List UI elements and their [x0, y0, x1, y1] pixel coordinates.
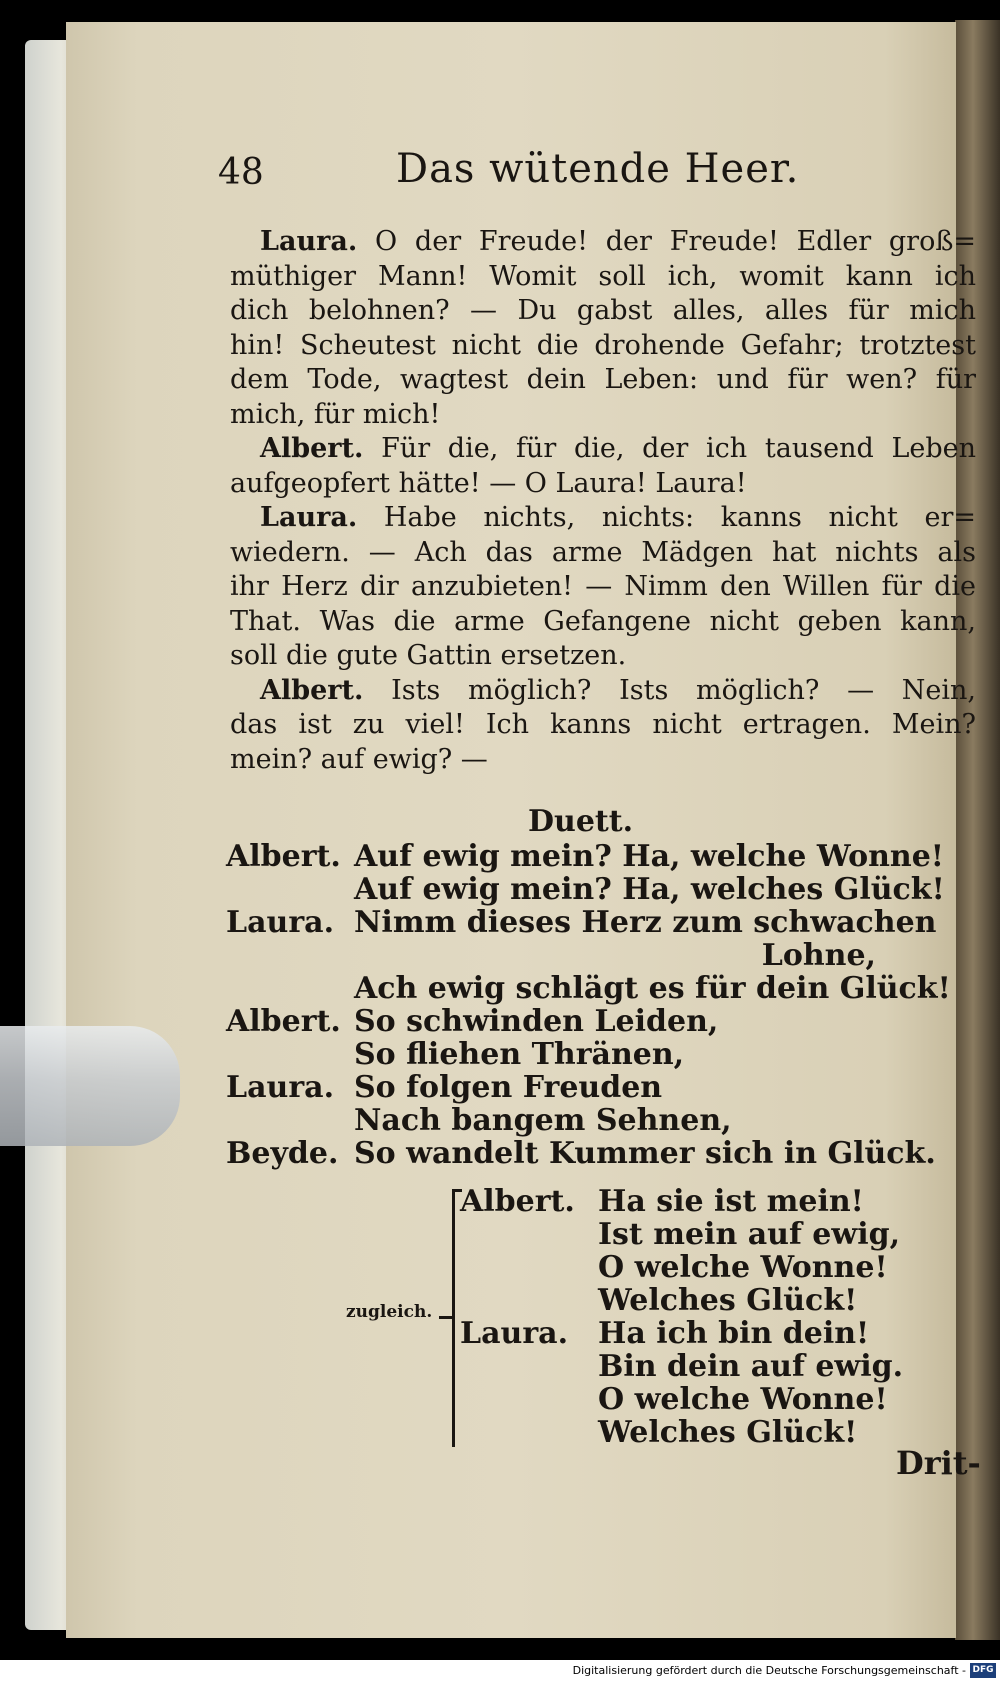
verse-text: Welches Glück! — [598, 1415, 858, 1450]
verse-row — [226, 1005, 986, 1038]
prose-line: dem Tode, wagtest dein Leben: und für wen? für — [230, 364, 976, 395]
prose-line: müthiger Mann! Womit soll ich, womit kann ich — [230, 260, 976, 292]
prose-line: soll die gute Gattin ersetzen. — [230, 640, 627, 671]
verse-text: Auf ewig mein? Ha, welche Wonne! — [354, 839, 944, 874]
speaker-label: Laura. — [260, 502, 358, 533]
prose-line: das ist zu viel! Ich kanns nicht ertragen. Mein? — [230, 709, 976, 740]
brace-point — [439, 1316, 452, 1319]
dfg-logo: DFG — [970, 1663, 996, 1678]
prose-line — [230, 674, 976, 709]
speaker-label: Laura. — [226, 1070, 335, 1105]
verse-text: So folgen Freuden — [354, 1070, 663, 1105]
prose-line: dich belohnen? — Du gabst alles, alles für mich — [230, 295, 976, 326]
verse-text-continuation: Lohne, — [761, 938, 876, 973]
speaker-label-laura: Laura. — [460, 1316, 569, 1351]
page-header — [66, 142, 956, 202]
verse-row — [226, 1104, 986, 1137]
speaker-label: Laura. — [260, 226, 358, 257]
book-page — [66, 22, 981, 1638]
verse-row — [226, 1137, 986, 1170]
verse-text: Welches Glück! — [598, 1283, 858, 1318]
verse-text: So schwinden Leiden, — [354, 1004, 719, 1039]
verse-text: So wandelt Kummer sich in Glück. — [354, 1136, 936, 1171]
speaker-label: Albert. — [226, 839, 341, 874]
verse-row — [226, 1071, 986, 1104]
verse-row — [226, 906, 986, 939]
verse-text: O welche Wonne! — [598, 1382, 888, 1417]
verse-text: Ha sie ist mein! — [598, 1184, 864, 1219]
verse-text: Nach bangem Sehnen, — [354, 1103, 732, 1138]
verse-row — [226, 1038, 986, 1071]
verse-text: Ha ich bin dein! — [598, 1316, 870, 1351]
prose-line: mich, für mich! — [230, 398, 441, 430]
curly-brace — [452, 1189, 455, 1447]
speaker-label: Albert. — [260, 433, 364, 464]
speaker-label: Beyde. — [226, 1136, 339, 1171]
prose-text: Habe nichts, nichts: kanns nicht er= — [383, 502, 976, 533]
verse-text: So fliehen Thränen, — [354, 1037, 685, 1072]
prose-line: aufgeopfert hätte! — O Laura! Laura! — [230, 467, 747, 499]
simultaneous-verses — [294, 1184, 904, 1454]
footer-bar — [0, 1660, 1000, 1682]
prose-line: hin! Scheutest nicht die drohende Gefahr; trotztest — [230, 329, 976, 361]
prose-line: mein? auf ewig? — — [230, 743, 488, 775]
prose-line — [230, 225, 976, 260]
verse-row — [226, 939, 986, 972]
verse-text: Auf ewig mein? Ha, welches Glück! — [354, 872, 945, 907]
verse-row — [226, 840, 986, 873]
duet-verses — [226, 840, 986, 1170]
speech-albert-2 — [230, 674, 976, 778]
speaker-label: Laura. — [226, 905, 335, 940]
page-holder-clip — [0, 1026, 180, 1146]
prose-dialogue — [230, 225, 976, 777]
prose-text: Für die, für die, der ich tausend Leben — [381, 433, 976, 464]
verse-row — [226, 873, 986, 906]
verse-text: Nimm dieses Herz zum schwachen — [354, 905, 937, 940]
zugleich-label: zugleich. — [346, 1302, 433, 1322]
prose-line: wiedern. — Ach das arme Mädgen hat nichts als — [230, 536, 976, 568]
duet-heading: Duett. — [528, 804, 634, 839]
page-number: 48 — [218, 152, 264, 193]
verse-text: O welche Wonne! — [598, 1250, 888, 1285]
verse-text: Ach ewig schlägt es für dein Glück! — [354, 971, 951, 1006]
footer-credit: Digitalisierung gefördert durch die Deutsche Forschungsgemeinschaft - — [572, 1664, 966, 1677]
verse-row — [226, 972, 986, 1005]
prose-text: O der Freude! der Freude! Edler groß= — [375, 226, 976, 257]
speech-laura-1 — [230, 225, 976, 432]
verse-text: Ist mein auf ewig, — [598, 1217, 901, 1252]
prose-line: That. Was die arme Gefangene nicht geben kann, — [230, 605, 976, 637]
prose-line — [230, 432, 976, 467]
verse-text: Bin dein auf ewig. — [598, 1349, 904, 1384]
prose-line — [230, 501, 976, 536]
speech-albert-1 — [230, 432, 976, 501]
running-title: Das wütende Heer. — [396, 146, 800, 192]
speaker-label-albert: Albert. — [460, 1184, 575, 1219]
speaker-label: Albert. — [260, 674, 364, 706]
prose-line: ihr Herz dir anzubieten! — Nimm den Willen für die — [230, 571, 976, 602]
speaker-label: Albert. — [226, 1004, 341, 1039]
catchword: Drit- — [896, 1444, 981, 1482]
prose-text: Ists möglich? Ists möglich? — Nein, — [391, 674, 976, 706]
speech-laura-2 — [230, 501, 976, 674]
